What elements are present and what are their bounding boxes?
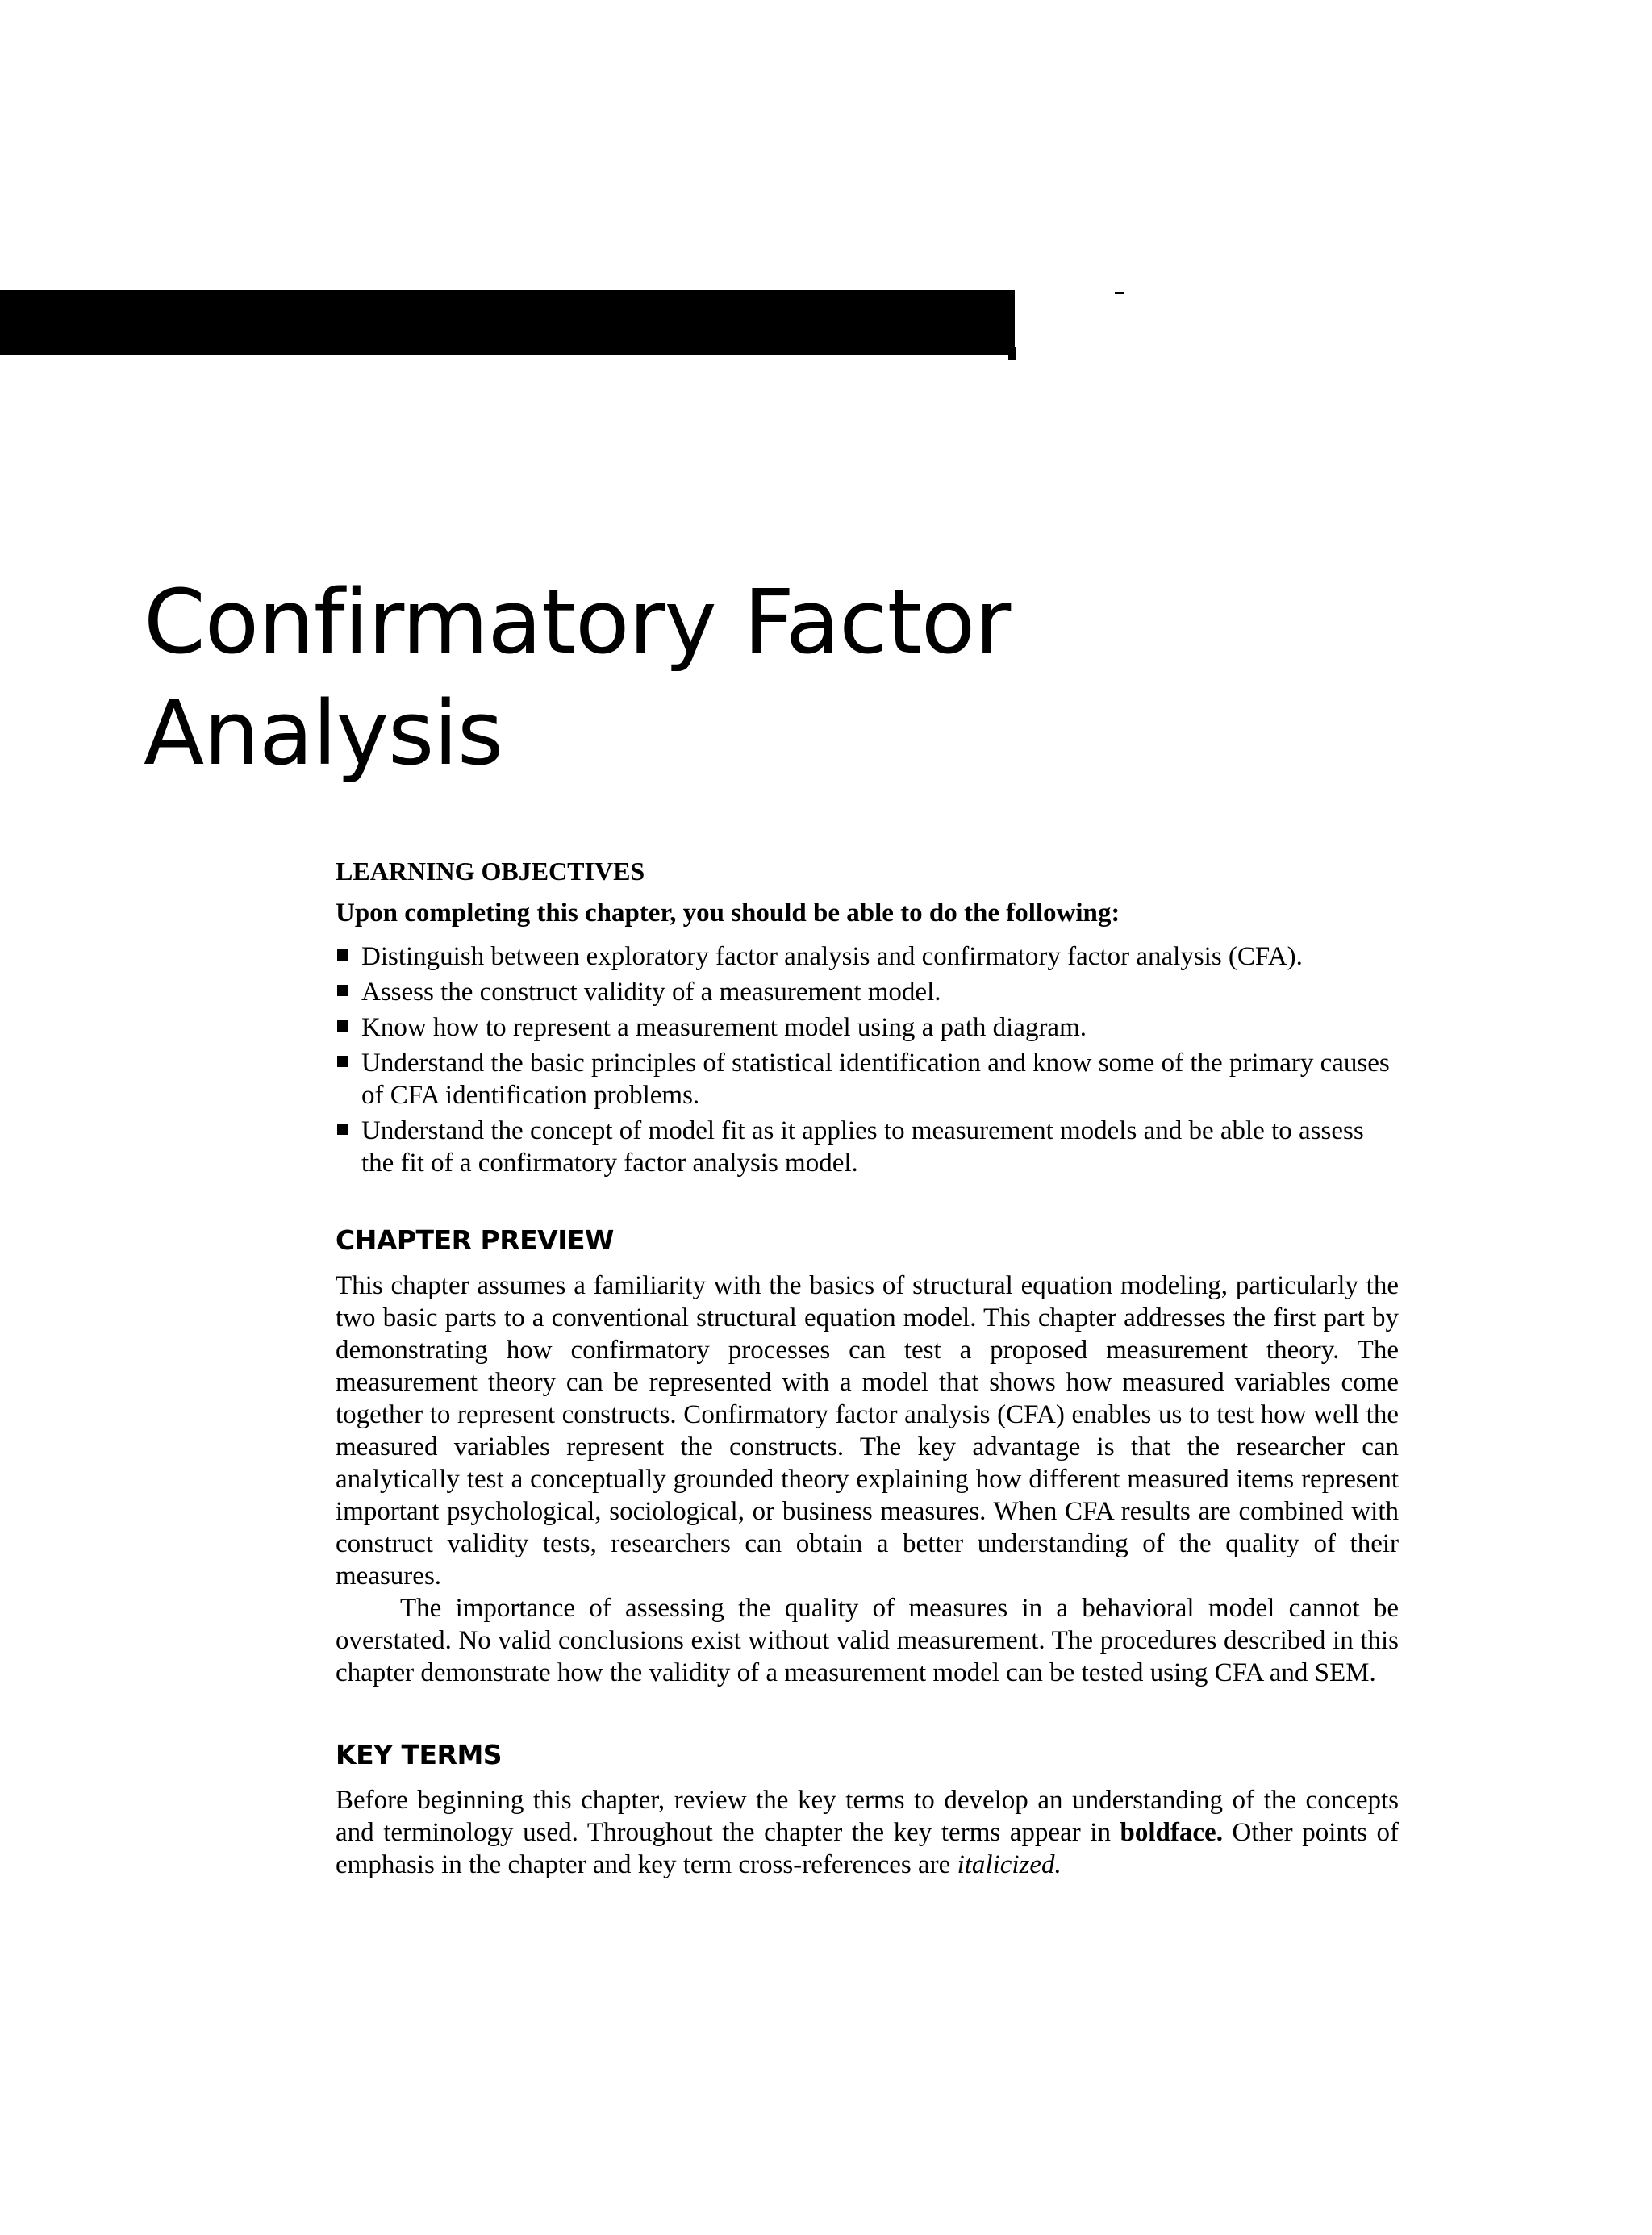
print-mark	[1115, 292, 1124, 294]
key-terms-italic-word: italicized.	[957, 1850, 1062, 1879]
key-terms-text-middle: Other points of emphasis in the chapter and key term cross-references are	[336, 1818, 1399, 1879]
objective-item	[336, 940, 1399, 973]
objective-item	[336, 1115, 1399, 1179]
chapter-header-bar	[0, 290, 1015, 355]
chapter-preview-paragraph-1: This chapter assumes a familiarity with the basics of structural equation modeling, particularly the two basic parts to a conventional structural equation model. This chapter addresses the first part by demonstrating how confirmatory processes can test a proposed measurement theory. The measurement theory can be represented with a model that shows how measured variables come together to represent constructs. Confirmatory factor analysis (CFA) enables us to test how well the measured variables represent the constructs. The key advantage is that the researcher can analytically test a conceptually grounded theory explaining how different measured items represent important psychological, sociological, or business measures. When CFA results are combined with construct validity tests, researchers can obtain a better understanding of the quality of their measures.	[336, 1271, 1399, 1591]
key-terms-text-start: Before beginning this chapter, review the key terms to develop an understanding of the concepts and terminology used. Throughout the chapter the key terms appear in	[336, 1786, 1399, 1847]
chapter-title	[144, 566, 1354, 789]
square-bullet-icon	[337, 1020, 348, 1032]
chapter-title-line-2: Analysis	[144, 682, 503, 785]
objective-item	[336, 976, 1399, 1008]
square-bullet-icon	[337, 949, 348, 961]
objective-text: Know how to represent a measurement model using a path diagram.	[361, 1013, 1087, 1042]
square-bullet-icon	[337, 1124, 348, 1135]
square-bullet-icon	[337, 1056, 348, 1067]
learning-objectives-intro: Upon completing this chapter, you should be able to do the following:	[336, 899, 1120, 928]
chapter-preview-heading: CHAPTER PREVIEW	[336, 1224, 614, 1256]
learning-objectives-list	[336, 940, 1399, 1179]
objective-text: Distinguish between exploratory factor analysis and confirmatory factor analysis (CFA).	[361, 942, 1303, 971]
objective-text: Assess the construct validity of a measurement model.	[361, 978, 941, 1007]
chapter-title-line-1: Confirmatory Factor	[144, 570, 1011, 673]
objective-item	[336, 1047, 1399, 1111]
chapter-opening-content	[336, 855, 1399, 1881]
objective-text: Understand the concept of model fit as it applies to measurement models and be able to assess the fit of a confirmatory factor analysis model.	[361, 1116, 1364, 1178]
chapter-header-bar-notch	[1008, 347, 1016, 360]
objective-text: Understand the basic principles of statistical identification and know some of the primary causes of CFA identification problems.	[361, 1049, 1390, 1110]
square-bullet-icon	[337, 985, 348, 996]
learning-objectives-heading: LEARNING OBJECTIVES	[336, 857, 645, 886]
key-terms-bold-word: boldface.	[1120, 1818, 1223, 1847]
key-terms-paragraph	[336, 1784, 1399, 1881]
key-terms-heading: KEY TERMS	[336, 1739, 503, 1770]
chapter-preview-paragraph-2: The importance of assessing the quality of measures in a behavioral model cannot be overstated. No valid conclusions exist without valid measurement. The procedures described in this chapter demonstrate how the validity of a measurement model can be tested using CFA and SEM.	[336, 1594, 1399, 1687]
objective-item	[336, 1011, 1399, 1044]
